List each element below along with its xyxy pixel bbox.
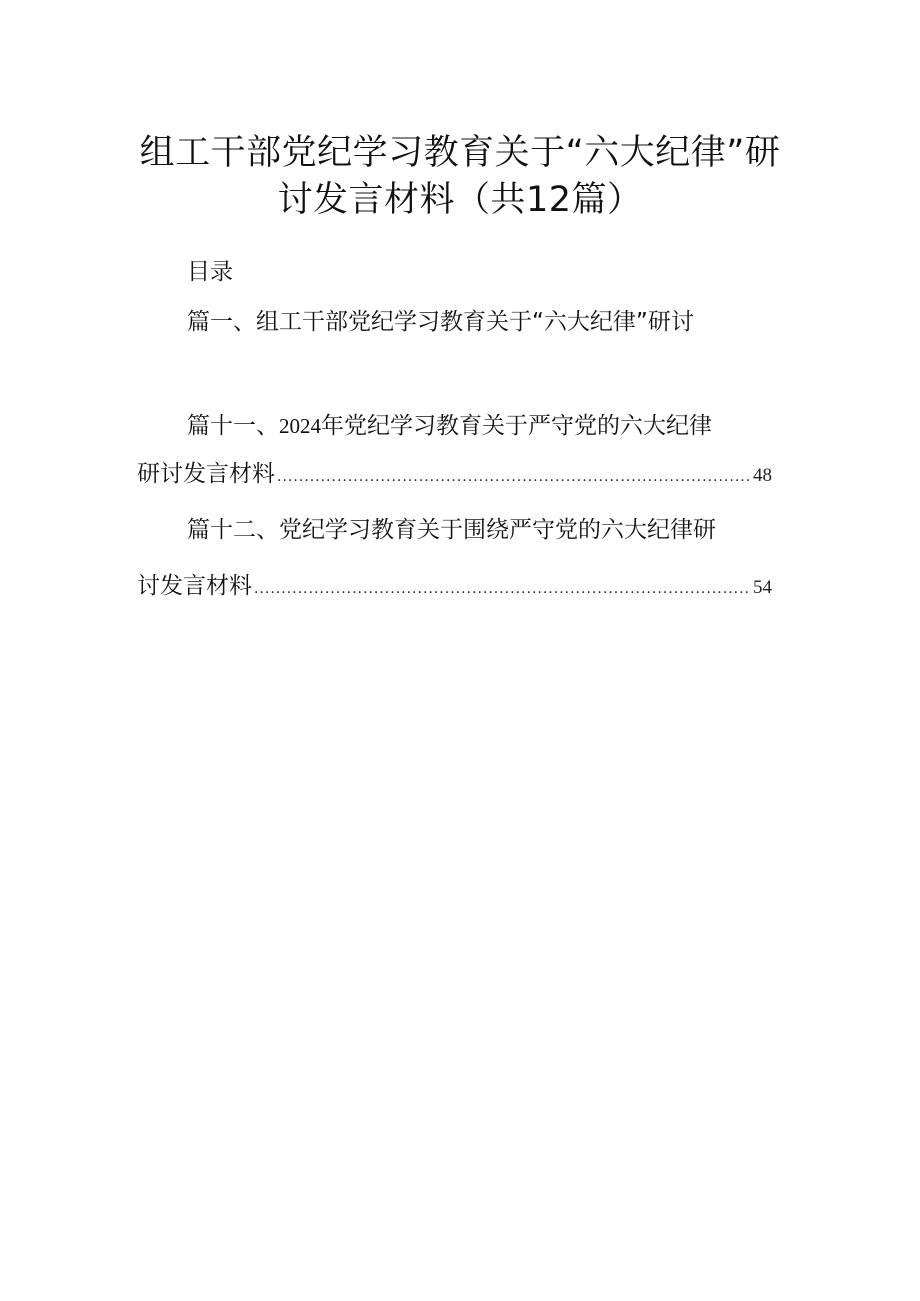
dot-leader (254, 574, 751, 604)
title-line-1: 组工干部党纪学习教育关于“六大纪律”研 (139, 133, 781, 173)
toc-entry-11-year: 2024 (279, 414, 321, 438)
toc-entry-12-continuation[interactable] (137, 571, 772, 604)
document-title (120, 130, 800, 224)
dot-leader (277, 462, 751, 492)
toc-entry-11-line2: 研讨发言材料 (137, 461, 275, 487)
title-line-2: 讨发言材料（共12篇） (277, 180, 643, 220)
toc-entry-11[interactable] (187, 411, 712, 441)
toc-entry-11-page-number: 48 (753, 465, 772, 486)
toc-heading: 目录 (187, 259, 233, 285)
toc-entry-12-line2: 讨发言材料 (137, 573, 252, 599)
toc-entry-11-continuation[interactable] (137, 459, 772, 492)
toc-entry-12[interactable]: 篇十二、党纪学习教育关于围绕严守党的六大纪律研 (187, 517, 716, 543)
toc-entry-1[interactable]: 篇一、组工干部党纪学习教育关于“六大纪律”研讨 (187, 309, 694, 335)
toc-entry-11-rest: 年党纪学习教育关于严守党的六大纪律 (321, 413, 712, 439)
toc-entry-11-prefix: 篇十一、 (187, 413, 279, 439)
toc-entry-12-page-number: 54 (753, 577, 772, 598)
